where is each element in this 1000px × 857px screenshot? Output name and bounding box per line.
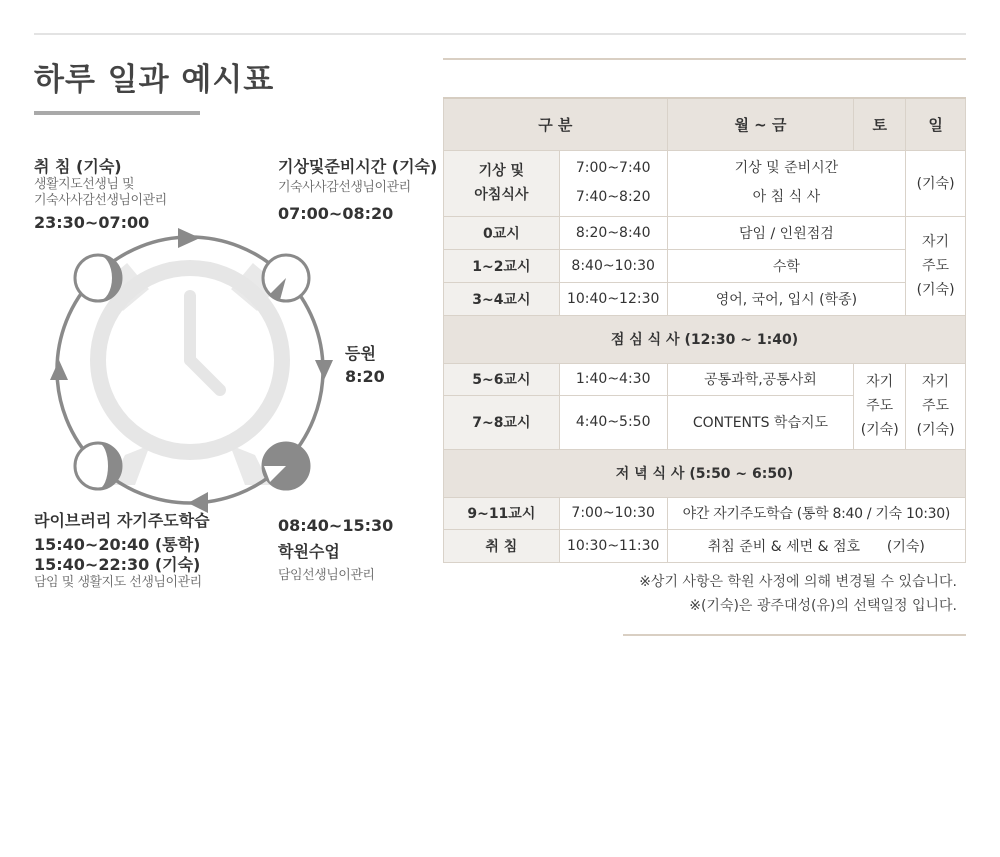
label-wake-sub: 기숙사사감선생님이관리 xyxy=(278,180,411,195)
footnote: ※(기숙)은 광주대성(유)의 선택일정 입니다. xyxy=(689,598,957,614)
wake-sunday: (기숙) xyxy=(906,150,966,216)
label-class-time: 08:40~15:30 xyxy=(278,516,394,535)
row-activity: 공통과학,공통사회 xyxy=(667,363,854,395)
footnote: ※상기 사항은 학원 사정에 의해 변경될 수 있습니다. xyxy=(639,574,957,590)
row-activity xyxy=(667,150,905,216)
row-time xyxy=(559,150,667,216)
label-class-heading: 학원수업 xyxy=(278,542,340,561)
row-time: 7:00~10:30 xyxy=(559,497,667,529)
row-category: 9~11교시 xyxy=(444,497,560,529)
label-sleep-sub1: 생활지도선생님 및 xyxy=(34,177,135,192)
moon-phase-icon xyxy=(75,443,121,489)
label-library xyxy=(34,511,210,591)
row-category: 5~6교시 xyxy=(444,363,560,395)
afternoon-sunday-line1: 자기 xyxy=(922,374,950,390)
table-row xyxy=(444,216,966,249)
header-weekday: 월 ~ 금 xyxy=(667,98,854,150)
table-row xyxy=(444,529,966,562)
afternoon-sunday-line2: 주도 xyxy=(922,398,950,414)
label-wake-time: 07:00~08:20 xyxy=(278,204,394,224)
label-sleep xyxy=(34,157,167,233)
header-sunday: 일 xyxy=(906,98,966,150)
row-activity: 담임 / 인원점검 xyxy=(667,216,905,249)
row-time: 10:40~12:30 xyxy=(559,282,667,315)
dinner-band: 저 녁 식 사 (5:50 ~ 6:50) xyxy=(444,449,966,497)
afternoon-saturday-line3: (기숙) xyxy=(860,422,899,438)
afternoon-saturday xyxy=(854,363,906,449)
daily-cycle-diagram xyxy=(40,220,340,520)
label-library-time2: 15:40~22:30 (기숙) xyxy=(34,555,201,574)
moon-phase-icon xyxy=(263,255,309,301)
wake-category-line1: 기상 및 xyxy=(478,163,525,179)
header-category: 구 분 xyxy=(444,98,668,150)
wake-activity2: 아 침 식 사 xyxy=(752,189,821,205)
title-underline xyxy=(34,111,200,115)
morning-sunday xyxy=(906,216,966,315)
afternoon-sunday-line3: (기숙) xyxy=(916,422,955,438)
row-time: 4:40~5:50 xyxy=(559,395,667,449)
clock-icon xyxy=(98,263,282,485)
wake-time2: 7:40~8:20 xyxy=(575,189,651,205)
wake-category-line2: 아침식사 xyxy=(474,187,529,203)
label-library-heading: 라이브러리 자기주도학습 xyxy=(34,511,210,530)
row-time: 10:30~11:30 xyxy=(559,529,667,562)
table-header-row xyxy=(444,98,966,150)
label-arrive-heading: 등원 xyxy=(345,344,376,363)
moon-phase-icon xyxy=(263,443,309,489)
table-bottom-divider xyxy=(623,634,966,636)
arrow-icon xyxy=(50,360,68,380)
arrow-icon xyxy=(178,228,200,248)
label-sleep-heading: 취 침 (기숙) xyxy=(34,157,122,176)
row-category: 3~4교시 xyxy=(444,282,560,315)
row-time: 8:40~10:30 xyxy=(559,249,667,282)
sleep-tag: (기숙) xyxy=(886,538,925,555)
page-title: 하루 일과 예시표 xyxy=(34,62,275,98)
table-row xyxy=(444,150,966,216)
afternoon-saturday-line2: 주도 xyxy=(866,398,894,414)
row-activity xyxy=(667,529,965,562)
label-wake-heading: 기상및준비시간 (기숙) xyxy=(278,157,438,176)
label-sleep-sub2: 기숙사사감선생님이관리 xyxy=(34,193,167,209)
row-category: 1~2교시 xyxy=(444,249,560,282)
row-category: 0교시 xyxy=(444,216,560,249)
wake-time1: 7:00~7:40 xyxy=(575,160,651,176)
row-category xyxy=(444,150,560,216)
arrow-icon xyxy=(315,360,333,380)
label-class xyxy=(278,516,393,584)
morning-sunday-line2: 주도 xyxy=(922,257,950,274)
afternoon-saturday-line1: 자기 xyxy=(866,374,894,390)
arrow-icon xyxy=(188,492,208,513)
row-time: 8:20~8:40 xyxy=(559,216,667,249)
moon-phase-icon xyxy=(75,255,121,301)
table-row xyxy=(444,497,966,529)
header-saturday: 토 xyxy=(854,98,906,150)
label-arrive-time: 8:20 xyxy=(345,367,385,386)
table-top-divider xyxy=(443,58,966,60)
row-time: 1:40~4:30 xyxy=(559,363,667,395)
lunch-band: 점 심 식 사 (12:30 ~ 1:40) xyxy=(444,315,966,363)
sleep-activity: 취침 준비 & 세면 & 점호 xyxy=(707,538,861,555)
label-wake xyxy=(278,157,437,224)
dinner-row xyxy=(444,449,966,497)
row-category: 취 침 xyxy=(444,529,560,562)
morning-sunday-line3: (기숙) xyxy=(916,281,955,298)
row-activity: 영어, 국어, 입시 (학종) xyxy=(667,282,905,315)
label-class-sub: 담임선생님이관리 xyxy=(278,568,375,583)
row-activity: 야간 자기주도학습 (통학 8:40 / 기숙 10:30) xyxy=(667,497,965,529)
label-arrive xyxy=(345,344,385,387)
row-activity: CONTENTS 학습지도 xyxy=(667,395,854,449)
top-divider xyxy=(34,33,966,35)
table-row xyxy=(444,363,966,395)
label-library-sub: 담임 및 생활지도 선생님이관리 xyxy=(34,575,202,590)
row-activity: 수학 xyxy=(667,249,905,282)
lunch-row xyxy=(444,315,966,363)
schedule-table xyxy=(443,97,966,563)
cycle-svg xyxy=(40,220,340,520)
table-row xyxy=(444,249,966,282)
afternoon-sunday xyxy=(906,363,966,449)
label-sleep-time: 23:30~07:00 xyxy=(34,212,150,232)
wake-activity1: 기상 및 준비시간 xyxy=(734,160,839,176)
label-library-time1: 15:40~20:40 (통학) xyxy=(34,535,201,554)
morning-sunday-line1: 자기 xyxy=(922,233,950,250)
row-category: 7~8교시 xyxy=(444,395,560,449)
table-row xyxy=(444,282,966,315)
